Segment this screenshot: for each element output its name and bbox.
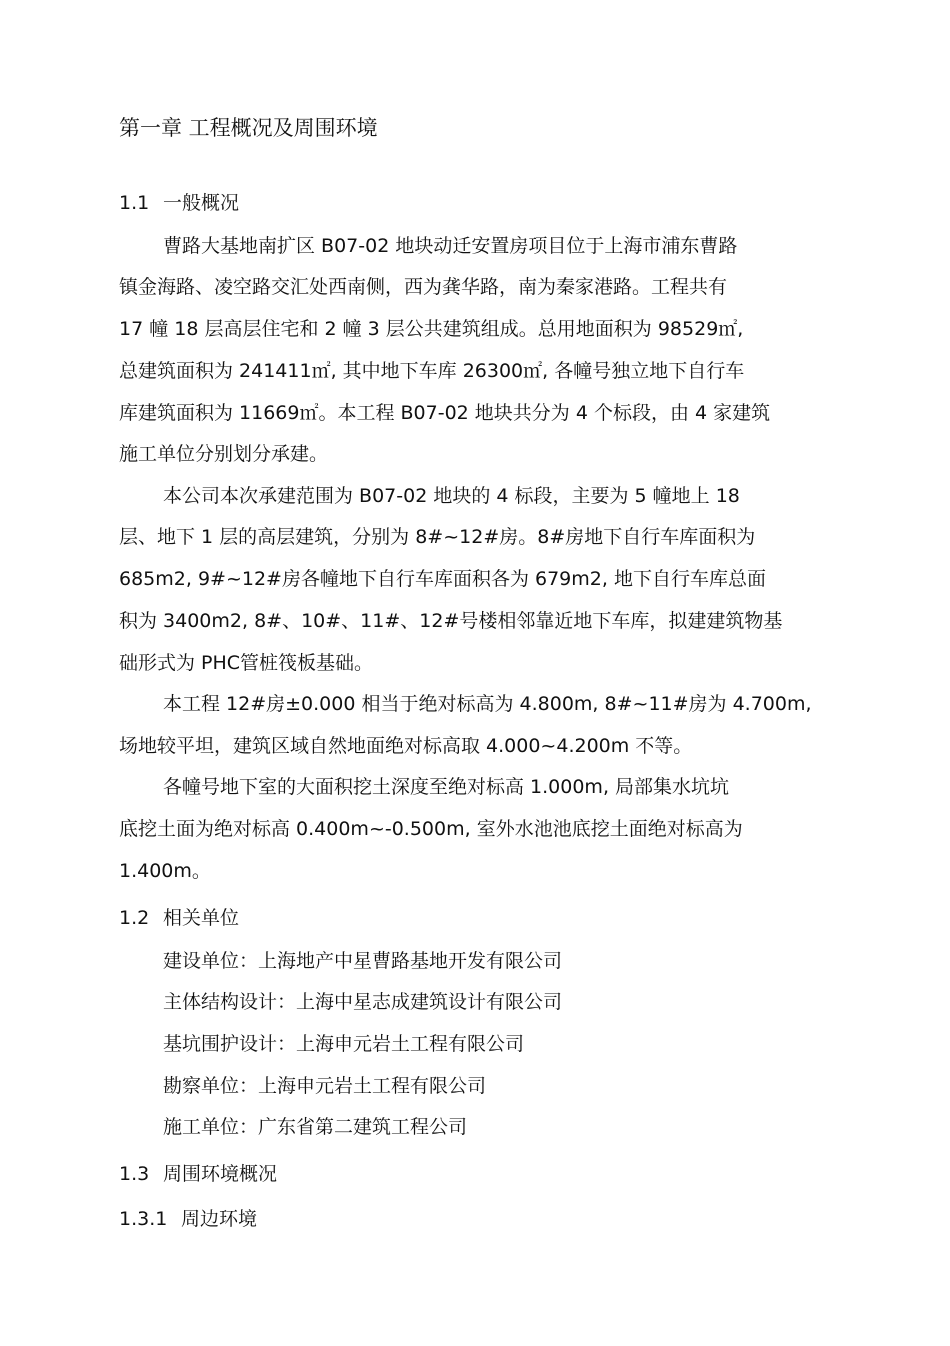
section-heading-1-2 xyxy=(119,905,239,931)
paragraph-line: 本工程 12#房±0.000 相当于绝对标高为 4.800m, 8#~11#房为 4.700m, xyxy=(163,693,812,715)
section-number: 1.1 xyxy=(119,192,150,214)
paragraph-line: 曹路大基地南扩区 B07-02 地块动迁安置房项目位于上海市浦东曹路 xyxy=(163,235,738,257)
paragraph-line: 685m2, 9#~12#房各幢地下自行车库面积各为 679m2, 地下自行车库总面 xyxy=(119,568,766,590)
unit-label: 主体结构设计： xyxy=(163,991,297,1013)
section-heading-1-3-1 xyxy=(119,1206,257,1232)
section-title: 一般概况 xyxy=(163,192,240,214)
paragraph-line: 础形式为 PHC管桩筏板基础。 xyxy=(119,652,374,674)
unit-value: 上海申元岩土工程有限公司 xyxy=(296,1033,525,1055)
section-heading-1-3 xyxy=(119,1161,277,1187)
unit-value: 上海中星志成建筑设计有限公司 xyxy=(296,991,563,1013)
section-heading-1-1 xyxy=(119,190,239,216)
paragraph-line: 各幢号地下室的大面积挖土深度至绝对标高 1.000m, 局部集水坑坑 xyxy=(163,776,730,798)
paragraph-line: 施工单位分别划分承建。 xyxy=(119,443,329,465)
paragraph-line: 镇金海路、凌空路交汇处西南侧，西为龚华路，南为秦家港路。工程共有 xyxy=(119,276,728,298)
paragraph-line: 17 幢 18 层高层住宅和 2 幢 3 层公共建筑组成。总用地面积为 98529㎡, xyxy=(119,318,744,340)
paragraph-line: 1.400m。 xyxy=(119,860,211,882)
unit-entry xyxy=(163,948,562,974)
unit-entry xyxy=(163,1114,467,1140)
paragraph-line: 总建筑面积为 241411㎡, 其中地下车库 26300㎡, 各幢号独立地下自行车 xyxy=(119,360,745,382)
section-title: 相关单位 xyxy=(163,907,240,929)
unit-entry xyxy=(163,989,562,1015)
section-title: 周围环境概况 xyxy=(163,1163,278,1185)
unit-value: 广东省第二建筑工程公司 xyxy=(258,1116,468,1138)
unit-label: 勘察单位： xyxy=(163,1075,259,1097)
section-number: 1.3.1 xyxy=(119,1208,168,1230)
unit-entry xyxy=(163,1073,486,1099)
unit-label: 建设单位： xyxy=(163,950,259,972)
paragraph-line: 本公司本次承建范围为 B07-02 地块的 4 标段，主要为 5 幢地上 18 xyxy=(163,485,740,507)
section-number: 1.3 xyxy=(119,1163,150,1185)
chapter-title: 第一章 工程概况及周围环境 xyxy=(119,116,378,140)
unit-label: 基坑围护设计： xyxy=(163,1033,297,1055)
unit-label: 施工单位： xyxy=(163,1116,259,1138)
paragraph-line: 库建筑面积为 11669㎡。本工程 B07-02 地块共分为 4 个标段，由 4 家建筑 xyxy=(119,402,771,424)
section-number: 1.2 xyxy=(119,907,150,929)
paragraph-line: 场地较平坦，建筑区域自然地面绝对标高取 4.000~4.200m 不等。 xyxy=(119,735,693,757)
paragraph-line: 层、地下 1 层的高层建筑，分别为 8#~12#房。8#房地下自行车库面积为 xyxy=(119,526,756,548)
unit-value: 上海申元岩土工程有限公司 xyxy=(258,1075,487,1097)
unit-entry xyxy=(163,1031,524,1057)
unit-value: 上海地产中星曹路基地开发有限公司 xyxy=(258,950,563,972)
section-title: 周边环境 xyxy=(181,1208,258,1230)
paragraph-line: 积为 3400m2, 8#、10#、11#、12#号楼相邻靠近地下车库，拟建建筑物基 xyxy=(119,610,783,632)
paragraph-line: 底挖土面为绝对标高 0.400m~-0.500m, 室外水池池底挖土面绝对标高为 xyxy=(119,818,743,840)
